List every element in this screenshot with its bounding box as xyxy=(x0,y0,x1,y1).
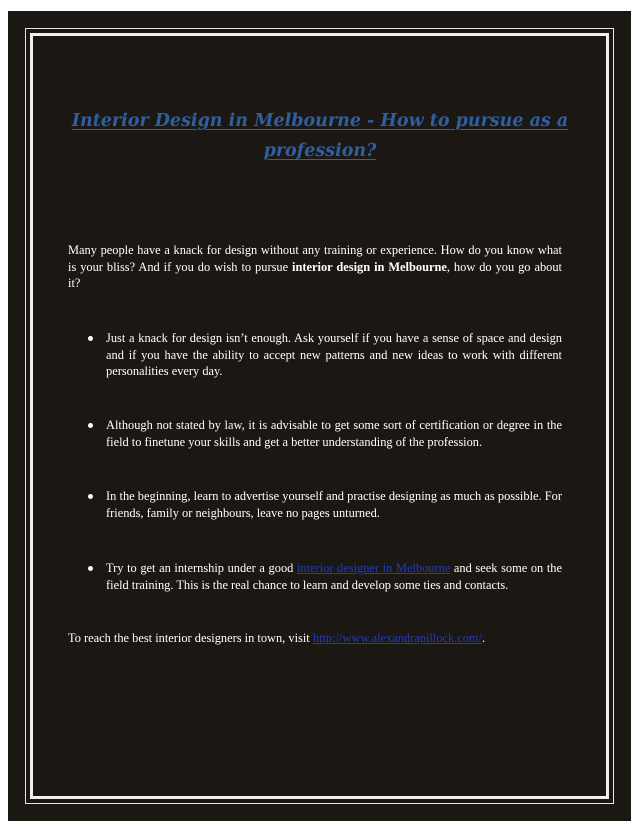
website-link[interactable]: http://www.alexandrapillock.com/ xyxy=(312,631,483,645)
bullet-dot-icon xyxy=(88,566,93,571)
bullet-dot-icon xyxy=(88,336,93,341)
bullet-text-before: Try to get an internship under a good xyxy=(106,561,297,575)
bullet-item xyxy=(106,560,562,593)
bullet-dot-icon xyxy=(88,423,93,428)
bullet-text: Although not stated by law, it is advisable to get some sort of certification or degree in the field to finetune your skills and get a better understanding of the profession. xyxy=(106,418,562,449)
bullet-text: In the beginning, learn to advertise yourself and practise designing as much as possible. For friends, family or neighbours, leave no pages unturned. xyxy=(106,489,562,520)
intro-bold-keyword: interior design in Melbourne xyxy=(292,259,447,274)
interior-designer-link[interactable]: interior designer in Melbourne xyxy=(296,561,451,575)
bullet-text: Just a knack for design isn’t enough. Ask yourself if you have a sense of space and design and if you have the ability to accept new patterns and new ideas to work with different personalities every day. xyxy=(106,331,562,378)
intro-text-before: Many people have a knack for design without any training or experience. How do you know what is your bliss? And if you do wish to pursue xyxy=(68,243,562,274)
intro-paragraph xyxy=(68,242,562,292)
bullet-item xyxy=(106,417,562,450)
outro-text-after: . xyxy=(482,631,486,645)
outro-paragraph xyxy=(68,630,562,647)
bullet-text-after: and seek some on the field training. This is the real chance to learn and develop some ties and contacts. xyxy=(106,561,563,592)
intro-text-after: , how do you go about it? xyxy=(68,259,562,290)
bullet-dot-icon xyxy=(88,494,93,499)
bullet-item xyxy=(106,488,562,521)
bullet-item xyxy=(106,330,562,380)
outro-text-before: To reach the best interior designers in town, visit xyxy=(68,631,313,645)
document-title: Interior Design in Melbourne - How to pursue as a profession? xyxy=(71,111,569,161)
